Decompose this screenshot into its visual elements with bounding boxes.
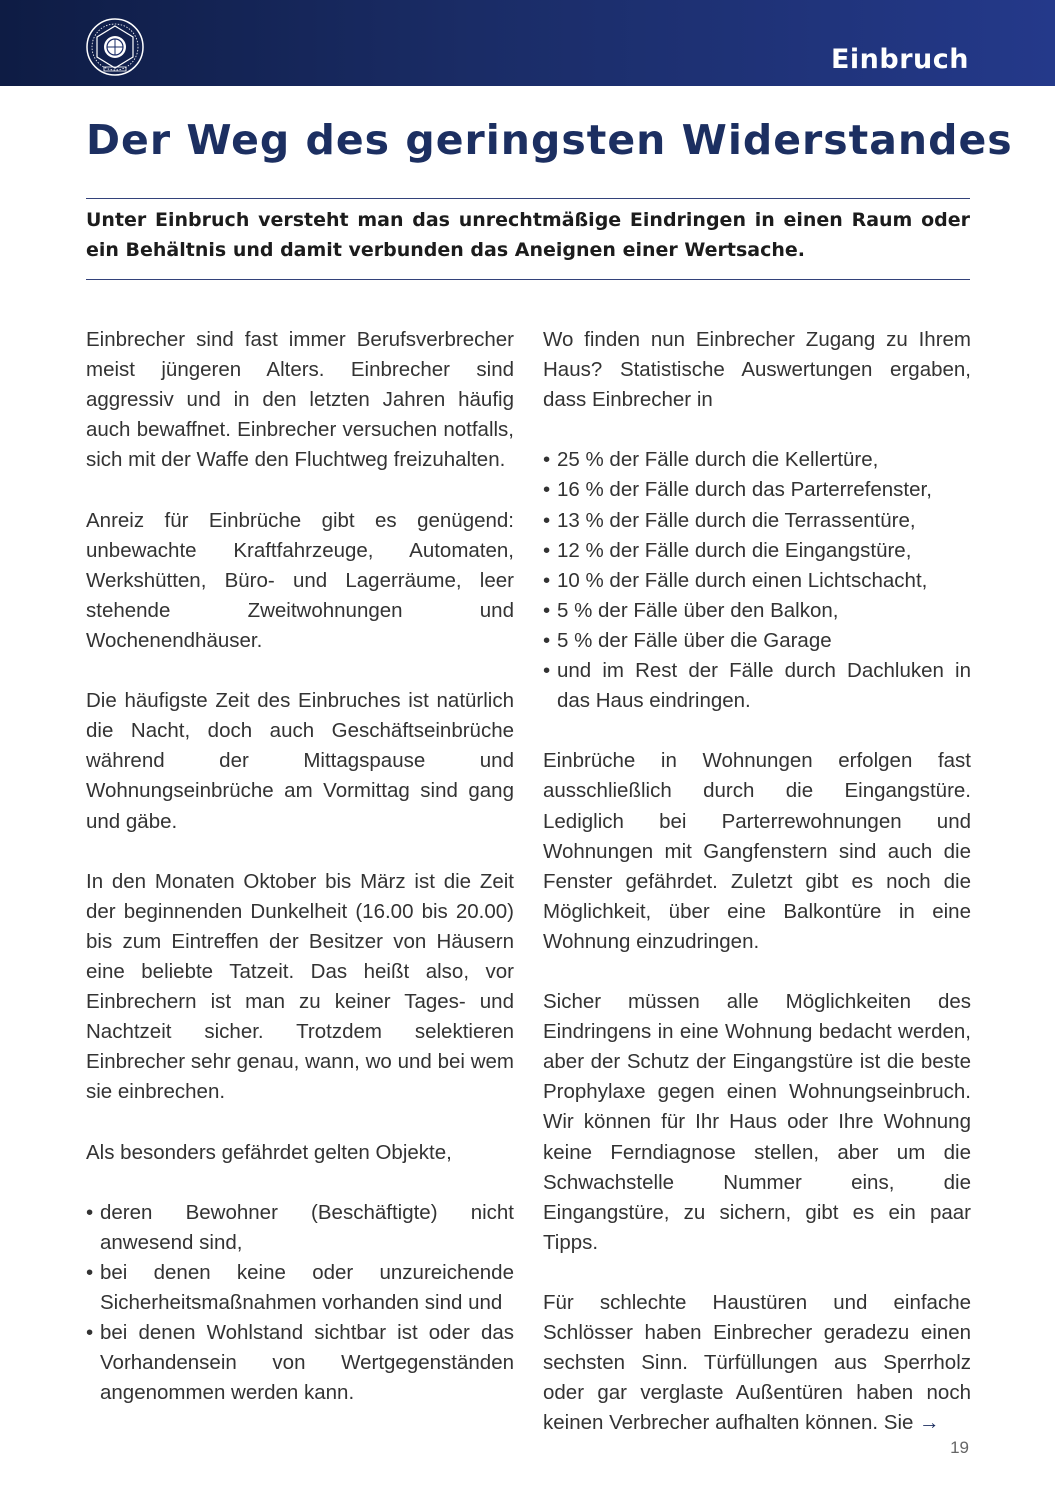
paragraph: In den Monaten Oktober bis März ist die Zeit der beginnenden Dunkelheit (16.00 bis 20.00) bis zum Eintreffen der Besitzer von Häusern eine beliebte Tatzeit. Das heißt also, vor Einbrechern ist man zu keiner Tages- und Nachtzeit sicher. Trotzdem selektieren Einbrecher sehr genau, wann, wo und bei wem sie einbrechen. — [86, 869, 514, 1104]
list-item: • 12 % der Fälle durch die Eingangstüre, — [543, 536, 971, 566]
list-item: • 13 % der Fälle durch die Terrassentüre, — [543, 506, 971, 536]
bullet-icon: • — [543, 508, 551, 532]
list-item: • und im Rest der Fälle durch Dachluken in das Haus eindringen. — [543, 656, 971, 716]
emblem-icon — [84, 16, 146, 78]
list-item: • 5 % der Fälle über den Balkon, — [543, 596, 971, 626]
divider-bottom — [86, 279, 970, 280]
list-item: • 16 % der Fälle durch das Parterrefenster, — [543, 475, 971, 505]
statistics-list — [543, 445, 971, 716]
bullet-icon: • — [543, 448, 551, 472]
list-item: • 10 % der Fälle durch einen Lichtschacht, — [543, 566, 971, 596]
list-item: • 25 % der Fälle durch die Kellertüre, — [543, 445, 971, 475]
left-column — [86, 325, 514, 1438]
list-item: • deren Bewohner (Beschäftigte) nicht anwesend sind, — [86, 1198, 514, 1258]
list-item: • 5 % der Fälle über die Garage — [543, 626, 971, 656]
divider-top — [86, 198, 970, 199]
bullet-icon: • — [86, 1321, 94, 1345]
bullet-icon: • — [543, 598, 551, 622]
paragraph: Sicher müssen alle Möglichkeiten des Eindringens in eine Wohnung bedacht werden, aber der Schutz der Eingangstüre ist die beste Prophylaxe gegen einen Wohnungseinbruch. Wir können für Ihr Haus oder Ihre Wohnung keine Ferndiagnose stellen, aber um die Schwachstelle Nummer eins, die Eingangstüre, zu sichern, gibt es ein paar Tipps. — [543, 990, 971, 1254]
page-title: Der Weg des geringsten Widerstandes — [86, 116, 1013, 164]
page-number: 19 — [950, 1438, 969, 1457]
bullet-icon: • — [543, 659, 551, 683]
paragraph: Einbrüche in Wohnungen erfolgen fast ausschließlich durch die Eingangstüre. Lediglich bei Parterrewohnungen und Wohnungen mit Gangfenstern sind auch die Fenster gefährdet. Zuletzt gibt es noch die Möglichkeit, über eine Balkontüre in eine Wohnung einzudringen. — [543, 749, 971, 953]
right-column — [543, 325, 971, 1469]
paragraph: Die häufigste Zeit des Einbruches ist natürlich die Nacht, doch auch Geschäftseinbrüche während der Mittagspause und Wohnungseinbrüche am Vormittag sind gang und gäbe. — [86, 689, 514, 833]
paragraph: Als besonders gefährdet gelten Objekte, — [86, 1140, 452, 1164]
bullet-list — [86, 1198, 514, 1409]
bullet-icon: • — [86, 1200, 94, 1224]
page-header — [0, 0, 1055, 86]
paragraph: Einbrecher sind fast immer Berufsverbrecher meist jüngeren Alters. Einbrecher sind aggressiv und in den letzten Jahren häufig auch bewaffnet. Einbrecher versuchen notfalls, sich mit der Waffe den Fluchtweg freizuhalten. — [86, 328, 514, 472]
section-title: Einbruch — [830, 44, 969, 75]
list-item: • bei denen Wohlstand sichtbar ist oder das Vorhandensein von Wertgegenständen angenommen werden kann. — [86, 1318, 514, 1408]
lead-paragraph: Unter Einbruch versteht man das unrechtmäßige Eindringen in einen Raum oder ein Behältnis und damit verbunden das Aneignen einer Wertsache. — [86, 209, 970, 261]
list-item: • bei denen keine oder unzureichende Sicherheitsmaßnahmen vorhanden sind und — [86, 1258, 514, 1318]
bullet-icon: • — [543, 478, 551, 502]
paragraph: Wo finden nun Einbrecher Zugang zu Ihrem Haus? Statistische Auswertungen ergaben, dass Einbrecher in — [543, 328, 971, 412]
bullet-icon: • — [86, 1260, 94, 1284]
continue-arrow-icon: → — [919, 1411, 940, 1435]
bullet-icon: • — [543, 538, 551, 562]
bullet-icon: • — [543, 568, 551, 592]
bullet-icon: • — [543, 628, 551, 652]
paragraph: Anreiz für Einbrüche gibt es genügend: unbewachte Kraftfahrzeuge, Automaten, Werkshütten, Büro- und Lagerräume, leer stehende Zweitwohnungen und Wochenendhäuser. — [86, 508, 514, 652]
paragraph: Für schlechte Haustüren und einfache Schlösser haben Einbrecher geradezu einen sechsten Sinn. Türfüllungen aus Sperrholz oder gar verglaste Außentüren haben noch keinen Verbrecher aufhalten können. Sie → — [543, 1291, 971, 1435]
